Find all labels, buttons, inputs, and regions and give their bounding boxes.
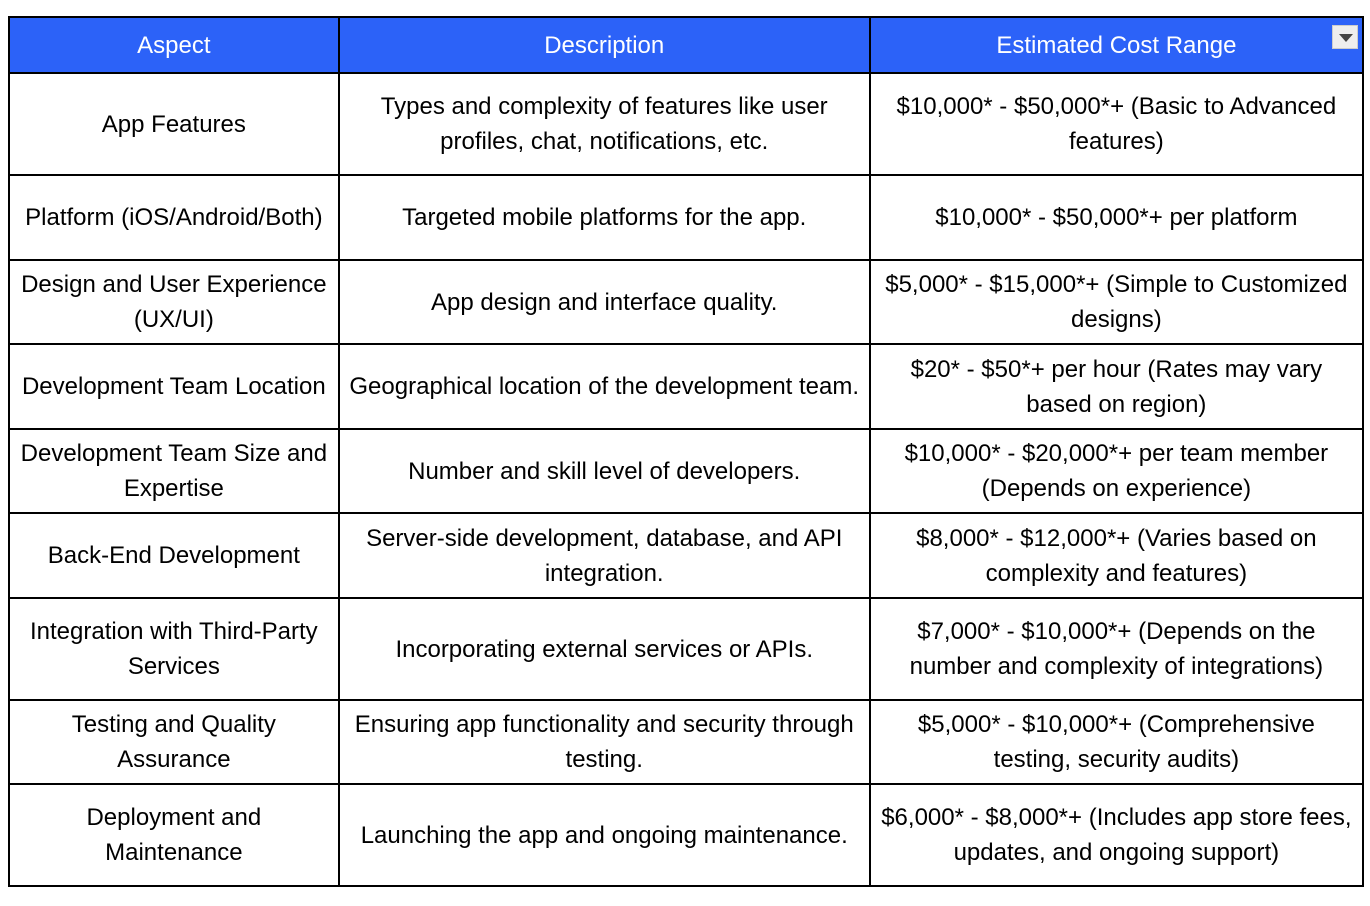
table-row: [9, 73, 1363, 175]
cell-aspect: Development Team Size and Expertise: [9, 429, 339, 513]
header-row: [9, 17, 1363, 73]
cell-description: Server-side development, database, and API integration.: [339, 513, 870, 598]
cell-aspect: Design and User Experience (UX/UI): [9, 260, 339, 344]
table-row: [9, 260, 1363, 344]
cell-aspect: Back-End Development: [9, 513, 339, 598]
table-row: [9, 344, 1363, 429]
table-row: [9, 784, 1363, 886]
cell-aspect: Platform (iOS/Android/Both): [9, 175, 339, 260]
cell-description: Types and complexity of features like user profiles, chat, notifications, etc.: [339, 73, 870, 175]
cell-aspect: Deployment and Maintenance: [9, 784, 339, 886]
cell-description: Ensuring app functionality and security through testing.: [339, 700, 870, 784]
cell-cost: $20* - $50*+ per hour (Rates may vary based on region): [870, 344, 1363, 429]
cell-description: Number and skill level of developers.: [339, 429, 870, 513]
table-row: [9, 429, 1363, 513]
cell-description: Launching the app and ongoing maintenance.: [339, 784, 870, 886]
table-row: [9, 700, 1363, 784]
cell-cost: $5,000* - $15,000*+ (Simple to Customized designs): [870, 260, 1363, 344]
header-description: Description: [339, 17, 870, 73]
cell-description: Geographical location of the development team.: [339, 344, 870, 429]
cell-cost: $10,000* - $50,000*+ (Basic to Advanced features): [870, 73, 1363, 175]
cell-cost: $6,000* - $8,000*+ (Includes app store fees, updates, and ongoing support): [870, 784, 1363, 886]
cell-description: Targeted mobile platforms for the app.: [339, 175, 870, 260]
cell-description: Incorporating external services or APIs.: [339, 598, 870, 700]
cost-table: [8, 16, 1364, 887]
cell-cost: $10,000* - $20,000*+ per team member (Depends on experience): [870, 429, 1363, 513]
table-row: [9, 513, 1363, 598]
table-row: [9, 175, 1363, 260]
filter-dropdown-icon[interactable]: [1332, 25, 1358, 49]
cell-cost: $5,000* - $10,000*+ (Comprehensive testing, security audits): [870, 700, 1363, 784]
header-aspect: Aspect: [9, 17, 339, 73]
cell-aspect: Development Team Location: [9, 344, 339, 429]
cell-cost: $7,000* - $10,000*+ (Depends on the number and complexity of integrations): [870, 598, 1363, 700]
cell-aspect: App Features: [9, 73, 339, 175]
cell-cost: $8,000* - $12,000*+ (Varies based on complexity and features): [870, 513, 1363, 598]
table-row: [9, 598, 1363, 700]
cell-aspect: Integration with Third-Party Services: [9, 598, 339, 700]
cell-description: App design and interface quality.: [339, 260, 870, 344]
header-cost-label: Estimated Cost Range: [996, 31, 1237, 59]
header-cost: [870, 17, 1363, 73]
cell-cost: $10,000* - $50,000*+ per platform: [870, 175, 1363, 260]
cell-aspect: Testing and Quality Assurance: [9, 700, 339, 784]
